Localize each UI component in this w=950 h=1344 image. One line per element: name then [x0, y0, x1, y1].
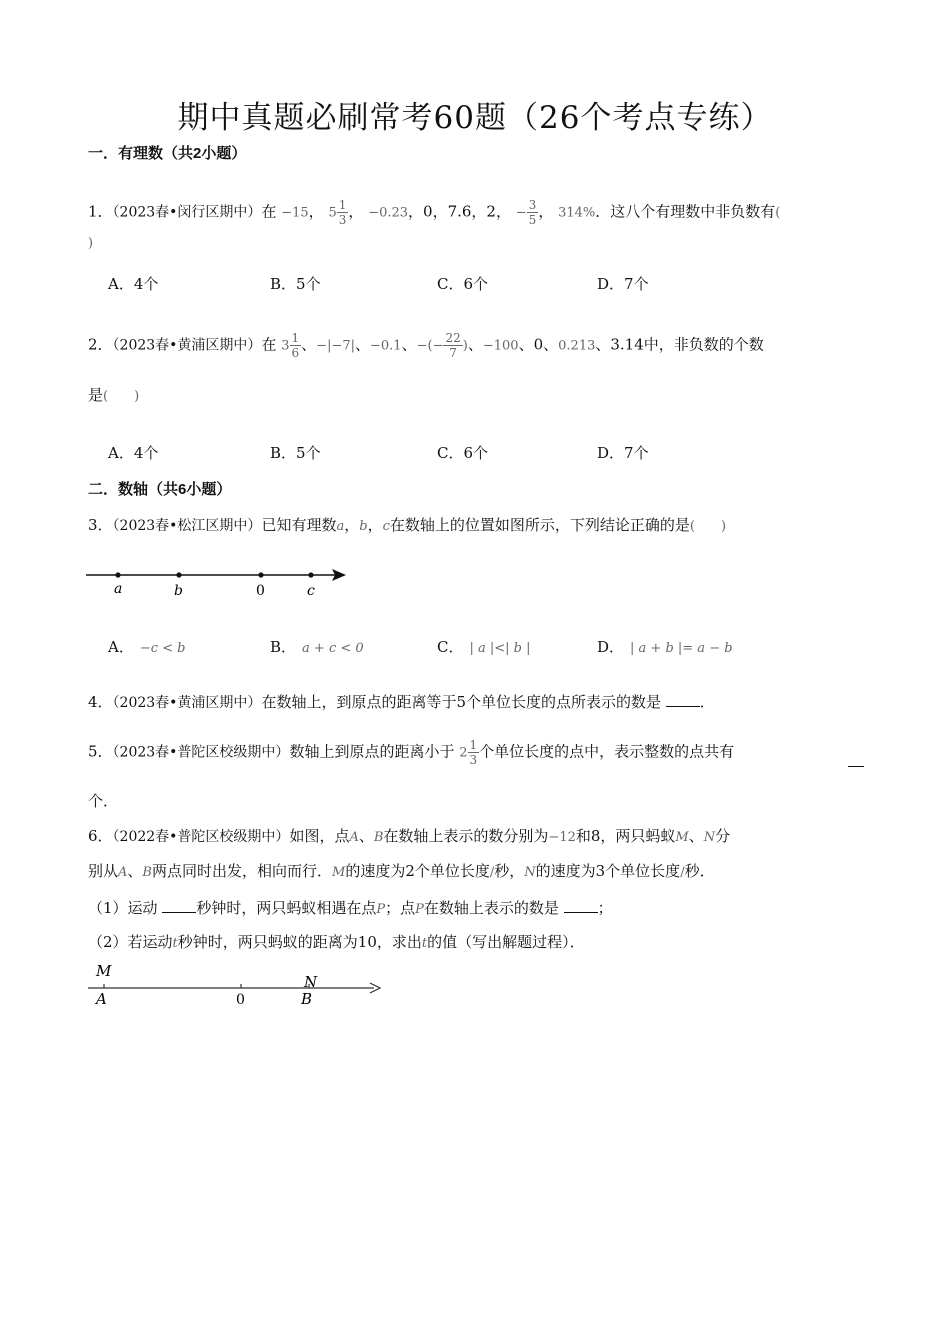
option-b: B． a + c < 0 [270, 638, 364, 656]
math-value: −(− [416, 338, 444, 354]
axis-point-0 [258, 572, 263, 577]
question-text: 如图，点 [289, 827, 350, 845]
question-5 [88, 738, 734, 767]
question-text: 秒钟时，两只蚂蚁相遇在点 [196, 899, 377, 917]
label-M: M [96, 962, 112, 980]
question-text: 在数轴上表示的数分别为 [383, 827, 549, 845]
question-text: 已知有理数 [261, 516, 337, 534]
option-c: C．6个 [437, 444, 489, 462]
question-text: 中，非负数的个数 [643, 335, 764, 354]
question-source: （2023春•闵行区期中） [112, 204, 262, 221]
question-source: （2023春•黄浦区期中） [112, 695, 262, 711]
question-text: 在 [261, 202, 277, 221]
question-text: ； [597, 899, 613, 917]
question-source: （2023春•普陀区校级期中） [112, 744, 290, 761]
section-heading-rational: 一．有理数（共2小题） [88, 145, 247, 162]
question-source: （2022春•普陀区校级期中） [112, 829, 290, 845]
question-text: ． [699, 693, 715, 711]
math-var: t [421, 936, 428, 951]
math-fraction: $\frac{1}{6}$ [291, 331, 300, 360]
question-6: 6．（2022春•普陀区校级期中）如图，点A、B在数轴上表示的数分别为−12和8，两只蚂蚁M、N分 [88, 827, 731, 845]
axis-label-c: c [307, 583, 315, 599]
math-var: t [172, 936, 178, 951]
answer-blank[interactable] [564, 898, 598, 913]
question-text: 分 [715, 827, 731, 845]
question-text: 秒． [684, 862, 715, 880]
math-var: c [382, 519, 390, 534]
math-value: 0 [533, 335, 544, 354]
math-var: B [142, 865, 152, 880]
option-d: D． | a + b |= a − b [597, 638, 733, 656]
question-text: 秒， [494, 862, 525, 880]
question-text: 秒钟时，两只蚂蚁的距离为10，求出 [177, 933, 422, 951]
math-var: a [336, 519, 345, 534]
question-text: 个单位长度的点中，表示整数的点共有 [479, 742, 735, 761]
question-number: 3． [88, 516, 113, 534]
question-text: 别从 [88, 862, 119, 880]
question-text: 在数轴上的位置如图所示，下列结论正确的是 [389, 516, 690, 534]
question-text: 在数轴上表示的数是 [423, 899, 559, 917]
option-c: C．6个 [437, 275, 489, 293]
axis-label-0: 0 [256, 583, 265, 599]
math-whole: 2 [459, 745, 468, 761]
answer-paren: ( ) [103, 389, 140, 404]
option-expression: | a + b |= a − b [630, 641, 733, 656]
math-var: b [359, 519, 368, 534]
question-text: 和8，两只蚂蚁 [575, 827, 676, 845]
question-2: 2．（2023春•黄浦区期中）在 3 $\frac{1}{6}$ 、−|−7|、−0.1、−(− $\frac{22}{7}$ )、−100、0、0.213、3.14中，非负数的个数 [88, 331, 764, 360]
option-expression: | a |<| b | [469, 641, 531, 656]
option-d: D．7个 [597, 275, 649, 293]
section-heading-number-line: 二．数轴（共6小题） [88, 481, 232, 498]
math-var: P [376, 902, 386, 917]
math-value: 314% [558, 205, 596, 221]
option-expression: −c < b [139, 641, 186, 656]
option-b: B．5个 [270, 275, 321, 293]
math-var: N [524, 865, 536, 880]
math-fraction: $\frac{22}{7}$ [445, 331, 461, 360]
option-a: A． −c < b [108, 638, 186, 656]
question-6-part2 [88, 931, 585, 955]
question-4 [88, 691, 715, 714]
label-zero: 0 [236, 992, 245, 1008]
option-a: A．4个 [108, 444, 159, 462]
question-text: （2）若运动 [88, 933, 173, 951]
math-sign: − [515, 205, 527, 221]
axis-point-a [115, 572, 120, 577]
question-text: （1）运动 [88, 899, 158, 917]
math-fraction: $\frac{1}{3}$ [469, 738, 478, 767]
math-var: N [703, 830, 716, 845]
question-number: 5． [88, 742, 113, 761]
option-a: A．4个 [108, 275, 159, 293]
question-text: 的速度为2个单位长度 [345, 862, 490, 880]
question-number: 2． [88, 335, 113, 354]
math-fraction: $\frac{3}{5}$ [528, 198, 537, 227]
math-value: −|−7| [316, 338, 355, 354]
label-A: A [96, 990, 107, 1008]
option-c: C． | a |<| b | [437, 638, 531, 656]
axis-point-b [176, 572, 181, 577]
math-value: −15 [281, 205, 309, 221]
answer-paren: ) [88, 236, 94, 251]
axis-label-a: a [114, 581, 123, 597]
question-text: 在数轴上，到原点的距离等于5个单位长度的点所表示的数是 [261, 693, 661, 711]
question-6-part1 [88, 897, 613, 921]
math-value: ) [462, 338, 468, 354]
question-number: 6． [88, 827, 113, 845]
math-var: P [415, 902, 424, 917]
math-fraction: $\frac{1}{3}$ [338, 198, 347, 227]
option-b: B．5个 [270, 444, 321, 462]
question-text: ，0，7.6，2， [408, 202, 511, 221]
question-text: 是 [88, 386, 104, 404]
math-value: −0.23 [368, 205, 409, 221]
math-value: −100 [482, 338, 519, 354]
label-N: N [304, 973, 318, 991]
question-3: 3．（2023春•松江区期中）已知有理数a，b，c在数轴上的位置如图所示，下列结论正确的是( ) [88, 516, 727, 534]
math-var: A [118, 865, 128, 880]
question-text: 的值（写出解题过程）． [427, 933, 585, 951]
math-value: −0.1 [370, 338, 402, 354]
question-5-line2: 个． [88, 792, 119, 810]
answer-paren: ( [775, 205, 781, 221]
question-text: ．这八个有理数中非负数有 [595, 202, 776, 221]
number-line-figure-q6 [86, 960, 386, 1010]
math-var: M [332, 865, 346, 880]
math-var: A [349, 830, 359, 845]
answer-paren: ( ) [689, 519, 727, 534]
question-number: 1． [88, 202, 113, 221]
option-expression: a + c < 0 [302, 641, 364, 656]
answer-blank[interactable] [666, 692, 700, 707]
question-text: 的速度为3个单位长度 [535, 862, 681, 880]
math-value: 3.14 [610, 335, 644, 354]
page-title: 期中真题必刷常考60题（26个考点专练） [177, 100, 773, 136]
question-text: 在 [261, 335, 277, 354]
math-value: −12 [548, 830, 576, 845]
math-repeating-decimal: 0.213 [558, 338, 596, 354]
question-1: 1．（2023春•闵行区期中）在 −15， 5 $\frac{1}{3}$ ， −0.23，0，7.6，2， − $\frac{3}{5}$ ， 314%．这八个有理数中非负数有( [88, 198, 781, 227]
option-d: D．7个 [597, 444, 649, 462]
question-text: ；点 [385, 899, 416, 917]
label-B: B [301, 990, 313, 1008]
math-var: M [675, 830, 689, 845]
answer-blank[interactable] [162, 898, 196, 913]
question-source: （2023春•松江区期中） [112, 518, 262, 534]
question-source: （2023春•黄浦区期中） [112, 337, 262, 354]
answer-blank[interactable] [848, 766, 864, 767]
question-number: 4． [88, 693, 113, 711]
question-6-line2: 别从A、B两点同时出发，相向而行．M的速度为2个单位长度/秒，N的速度为3个单位长度/秒． [88, 862, 715, 880]
math-var: B [373, 830, 384, 845]
axis-point-c [308, 572, 313, 577]
question-text: 两点同时出发，相向而行． [151, 862, 332, 880]
question-text: 数轴上到原点的距离小于 [289, 742, 455, 761]
question-2-line2 [88, 384, 139, 408]
number-line-figure-q3 [84, 562, 354, 604]
axis-label-b: b [174, 583, 183, 599]
math-whole: 3 [281, 338, 290, 354]
math-whole: 5 [328, 205, 337, 221]
